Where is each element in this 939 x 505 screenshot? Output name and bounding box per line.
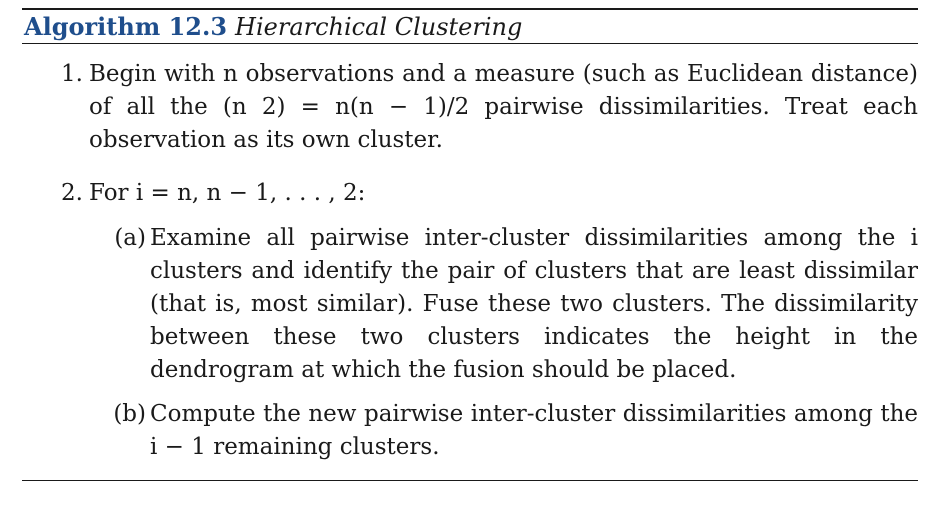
substep-text: Examine all pairwise inter-cluster dissimilarities among the i clusters and identify the pair of clusters that are least dissimilar (that is, most similar). Fuse these two clusters. The dissimilarity between these two clusters indicates the height in the dendrogram at which the fusion should be placed. [150, 225, 918, 383]
substep-label: (a) [114, 225, 146, 251]
algorithm-body [22, 58, 918, 464]
step-2 [22, 177, 918, 210]
algorithm-header [22, 10, 918, 43]
substep-text: Compute the new pairwise inter-cluster dissimilarities among the i − 1 remaining clusters. [150, 401, 918, 460]
substep-label: (b) [113, 401, 146, 427]
step-number: 1. [61, 61, 83, 87]
step-text: For i = n, n − 1, . . . , 2: [89, 180, 366, 206]
substep-a [22, 222, 918, 387]
step-number: 2. [61, 180, 83, 206]
substep-b [22, 398, 918, 464]
bottom-rule [22, 480, 918, 481]
algorithm-label: Algorithm 12.3 [24, 12, 228, 41]
algorithm-box [22, 8, 918, 481]
step-text: Begin with n observations and a measure (such as Euclidean distance) of all the (n 2) = n(n − 1)/2 pairwise dissimilarities. Treat each observation as its own cluster. [89, 61, 918, 153]
header-rule [22, 43, 918, 44]
algorithm-title: Hierarchical Clustering [235, 12, 523, 41]
step-1 [22, 58, 918, 157]
